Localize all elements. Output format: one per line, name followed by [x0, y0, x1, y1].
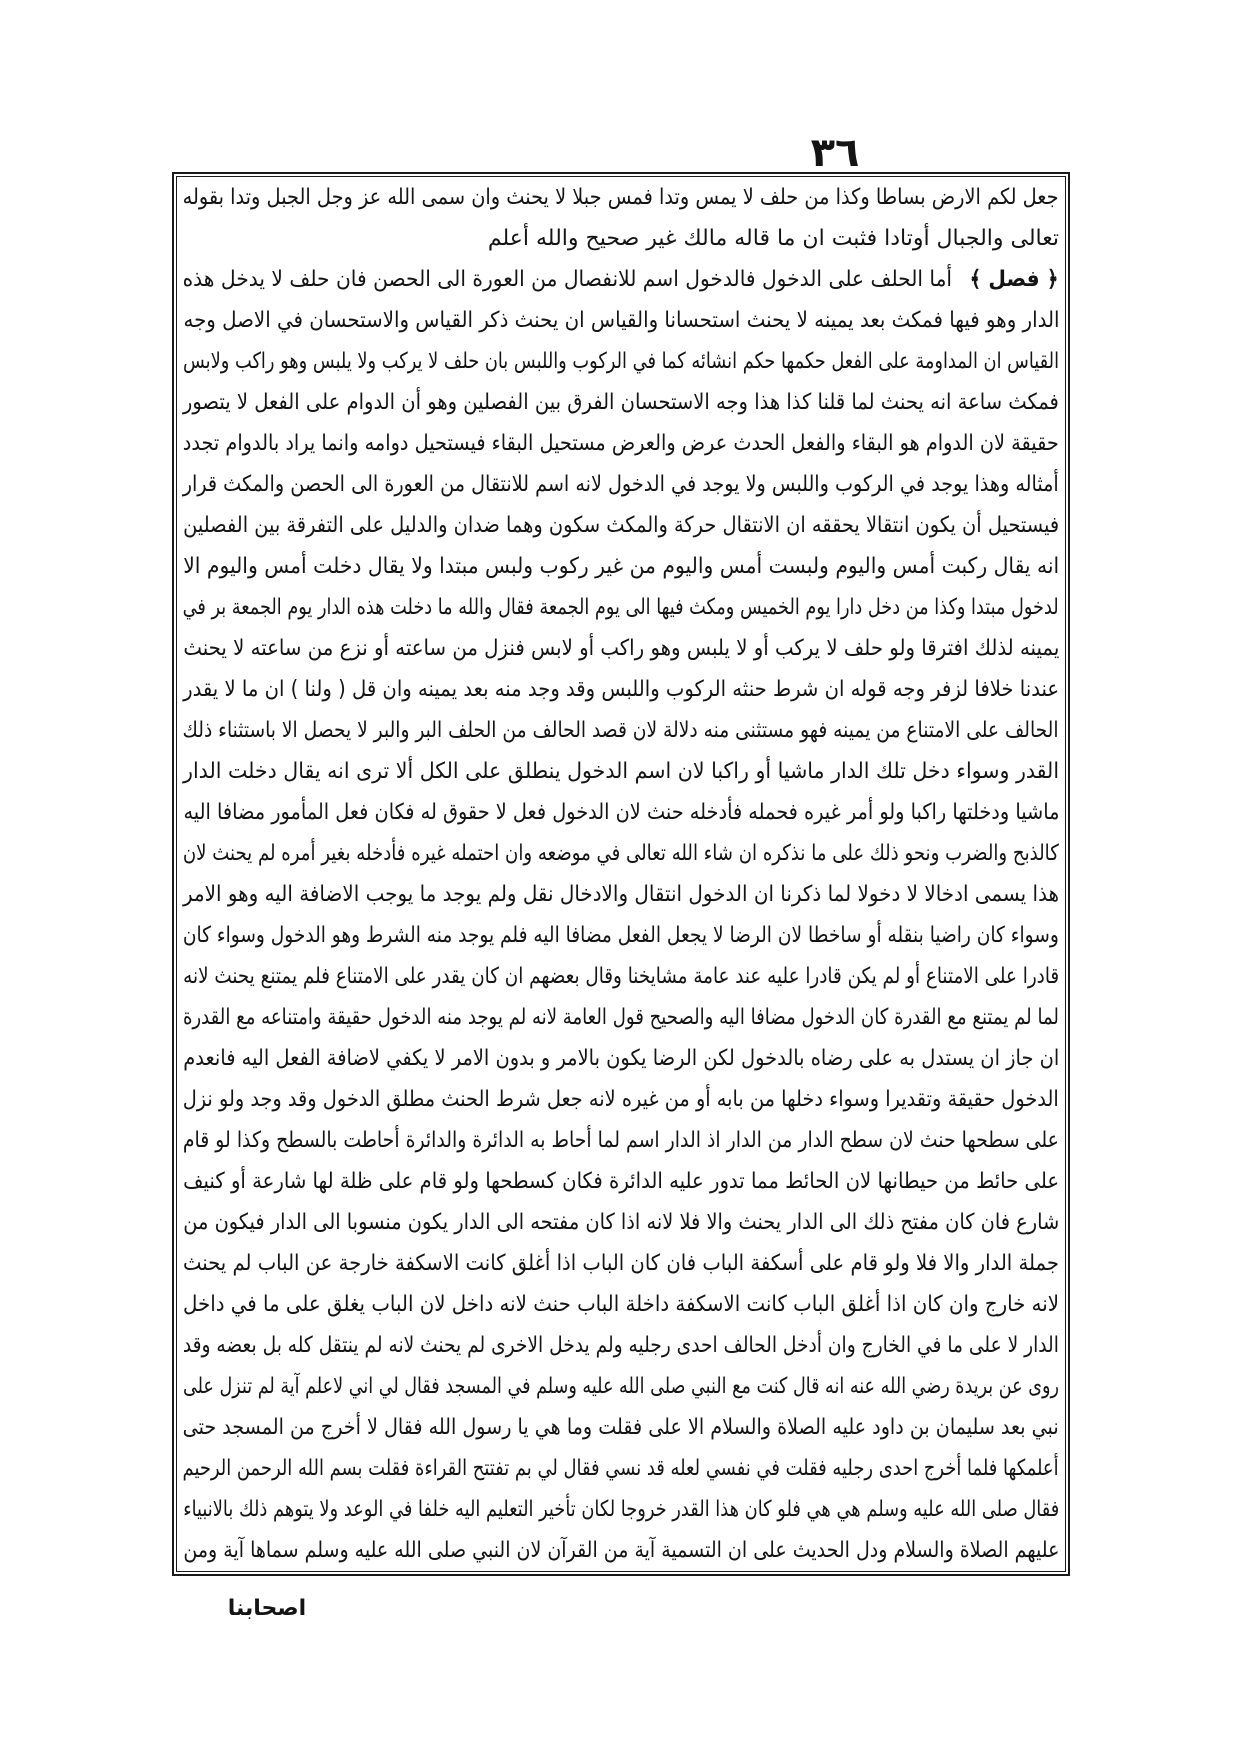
line-text: الحالف على الامتناع من يمينه فهو مستثنى منه دلالة لان قصد الحالف من الحلف البر والبر لا يحصل الا باستثناء ذلك	[183, 718, 1059, 743]
line-text: أمثاله وهذا يوجد في الركوب واللبس ولا يوجد في الدخول لانه اسم للانتقال من العورة الى الحصن والمكث قرار	[183, 472, 1059, 497]
text-line	[183, 1202, 1059, 1243]
line-text: نبي بعد سليمان بن داود عليه الصلاة والسلام الا على فقلت وما هي يا رسول الله فقال لا أخرج من المسجد حتى	[183, 1415, 1059, 1440]
text-line	[183, 382, 1059, 423]
line-text-with-heading	[183, 259, 1059, 300]
line-text: على سطحها حنث لان سطح الدار من الدار اذ الدار اسم لما أحاط به الدائرة والدائرة أحاطت بالسطح وكذا لو قام	[183, 1128, 1059, 1153]
line-text: على حائط من حيطانها لان الحائط مما تدور عليه الدائرة فكان كسطحها ولو قام على ظلة لها شارعة أو كنيف	[183, 1169, 1059, 1194]
line-text: كالذبح والضرب ونحو ذلك على ما نذكره ان شاء الله تعالى في موضعه وان احتمله غيره فأدخله بغير أمره لم يحنث لان	[183, 841, 1059, 866]
line-text: الدار لا على ما في الخارج وان أدخل الحالف احدى رجليه ولم يدخل الاخرى لم يحنث لانه لم ينتقل كله بل بعضه وقد	[183, 1333, 1059, 1358]
catchword: اصحابنا	[227, 1596, 307, 1621]
line-text: شارع فان كان مفتح ذلك الى الدار يحنث والا فلا لانه اذا كان مفتحه الى الدار يكون منسوبا الى الدار فيكون من	[183, 1210, 1059, 1235]
text-line	[183, 1448, 1059, 1489]
line-text: لما لم يمتنع مع القدرة كان الدخول مضافا اليه والصحيح قول العامة لانه لم يوجد منه الدخول حقيقة وامتناعه مع القدرة	[183, 1005, 1059, 1030]
line-text: عندنا خلافا لزفر وجه قوله ان شرط حنثه الركوب واللبس وقد وجد منه بعد يمينه وان قل ( ولنا ) ان ما لا يقدر	[183, 677, 1059, 702]
line-text: الدخول حقيقة وتقديرا وسواء دخلها من بابه أو من غيره لانه جعل شرط الحنث مطلق الدخول وقد وجد ولو نزل	[183, 1087, 1059, 1112]
line-text: تعالى والجبال أوتادا فثبت ان ما قاله مالك غير صحيح والله أعلم	[487, 226, 1059, 251]
line-text: هذا يسمى ادخالا لا دخولا لما ذكرنا ان الدخول انتقال والادخال نقل ولم يوجد ما يوجب الاضافة اليه وهو الامر	[183, 882, 1059, 907]
line-text: فقال صلى الله عليه وسلم هي هي فلو كان هذا القدر خروجا لكان تأخير التعليم اليه خلفا في الوعد ولا يتوهم ذلك بالانبياء	[183, 1497, 1059, 1522]
line-text: جملة الدار والا فلا ولو قام على أسكفة الباب فان كان الباب اذا أغلق كانت الاسكفة خارجة عن الباب لم يحنث	[183, 1251, 1059, 1276]
text-line	[183, 1243, 1059, 1284]
text-frame-inner	[176, 176, 1066, 1572]
text-block	[183, 177, 1059, 1571]
text-line	[183, 751, 1059, 792]
text-line	[183, 833, 1059, 874]
line-text: القياس ان المداومة على الفعل حكمها حكم انشائه كما في الركوب واللبس بان حلف لا يركب ولا يلبس وهو راكب ولابس	[183, 349, 1059, 374]
text-line	[183, 997, 1059, 1038]
line-text: ان جاز ان يستدل به على رضاه بالدخول لكن الرضا يكون بالامر و بدون الامر لا يكفي لاضافة الفعل اليه فانعدم	[183, 1046, 1059, 1071]
text-line	[183, 259, 1059, 300]
text-line	[183, 1325, 1059, 1366]
text-line	[183, 505, 1059, 546]
text-line	[183, 546, 1059, 587]
text-line	[183, 1079, 1059, 1120]
line-text: لانه خارج وان كان اذا أغلق الباب كانت الاسكفة داخلة الباب حنث لانه داخل لان الباب يغلق على ما في داخل	[183, 1292, 1059, 1317]
line-text: أعلمكها فلما أخرج احدى رجليه فقلت في نفسي لعله قد نسي فقال لي بم تفتتح القراءة فقلت بسم الله الرحمن الرحيم	[183, 1456, 1059, 1481]
text-line	[183, 464, 1059, 505]
line-text: حقيقة لان الدوام هو البقاء والفعل الحدث عرض والعرض مستحيل البقاء فيستحيل دوامه وانما يراد بالدوام تجدد	[183, 431, 1059, 456]
text-line	[183, 915, 1059, 956]
text-line	[183, 1407, 1059, 1448]
line-text: قادرا على الامتناع أو لم يكن قادرا عليه عند عامة مشايخنا وقال بعضهم ان كان يقدر على الامتناع فلم يمتنع يحنث لانه	[183, 964, 1059, 989]
line-text: الدار وهو فيها فمكث بعد يمينه لا يحنث استحسانا والقياس ان يحنث ذكر القياس والاستحسان في الاصل وجه	[183, 308, 1059, 333]
line-text: فيستحيل أن يكون انتقالا يحققه ان الانتقال حركة والمكث سكون وهما ضدان والدليل على التفرقة بين الفصلين	[183, 513, 1059, 538]
line-text: جعل لكم الارض بساطا وكذا من حلف لا يمس وتدا فمس جبلا لا يحنث وان سمى الله عز وجل الجبل وتدا بقوله	[183, 185, 1059, 210]
text-line	[183, 956, 1059, 997]
text-line	[183, 710, 1059, 751]
line-text: أما الحلف على الدخول فالدخول اسم للانفصال من العورة الى الحصن فان حلف لا يدخل هذه	[183, 267, 953, 292]
line-text: القدر وسواء دخل تلك الدار ماشيا أو راكبا لان اسم الدخول ينطلق على الكل ألا ترى انه يقال دخلت الدار	[183, 759, 1059, 784]
line-text: روى عن بريدة رضي الله عنه انه قال كنت مع النبي صلى الله عليه وسلم في المسجد فقال لي اني لاعلم آية لم تنزل على	[183, 1374, 1059, 1399]
text-line	[183, 341, 1059, 382]
line-text: ماشيا ودخلتها راكبا ولو أمر غيره فحمله فأدخله حنث لان الدخول فعل لا حقوق له فكان فعل المأمور مضافا اليه	[183, 800, 1059, 825]
text-line	[183, 177, 1059, 218]
line-text: لدخول مبتدا وكذا من دخل دارا يوم الخميس ومكث فيها الى يوم الجمعة فقال والله ما دخلت هذه الدار يوم الجمعة بر في	[183, 595, 1059, 620]
text-line	[183, 1161, 1059, 1202]
text-line	[183, 1038, 1059, 1079]
text-line	[183, 1284, 1059, 1325]
text-line	[183, 874, 1059, 915]
text-line	[183, 669, 1059, 710]
text-line	[183, 628, 1059, 669]
text-line	[183, 218, 1059, 259]
text-line	[183, 300, 1059, 341]
line-text: فمكث ساعة انه يحنث لما قلنا كذا هذا وجه الاستحسان الفرق بين الفصلين وهو أن الدوام على الفعل لا يتصور	[183, 390, 1059, 415]
text-line	[183, 587, 1059, 628]
line-text: انه يقال ركبت أمس واليوم ولبست أمس واليوم من غير ركوب ولبس مبتدا ولا يقال دخلت أمس واليوم الا	[183, 554, 1059, 579]
text-line	[183, 1530, 1059, 1571]
line-text: عليهم الصلاة والسلام ودل الحديث على ان التسمية آية من القرآن لان النبي صلى الله عليه وسلم سماها آية ومن	[183, 1538, 1059, 1563]
text-line	[183, 1366, 1059, 1407]
section-heading: ﴿ فصل ﴾	[969, 267, 1059, 292]
text-line	[183, 792, 1059, 833]
text-line	[183, 1489, 1059, 1530]
page-number: ٣٦	[810, 130, 860, 176]
line-text: يمينه لذلك افترقا ولو حلف لا يركب أو لا يلبس وهو راكب أو لابس فنزل من ساعته أو نزع من ساعته لا يحنث	[183, 636, 1059, 661]
text-line	[183, 1120, 1059, 1161]
line-text: وسواء كان راضيا بنقله أو ساخطا لان الرضا لا يجعل الفعل مضافا اليه فلم يوجد منه الشرط وهو الدخول وسواء كان	[183, 923, 1059, 948]
text-line	[183, 423, 1059, 464]
text-frame	[172, 172, 1070, 1576]
